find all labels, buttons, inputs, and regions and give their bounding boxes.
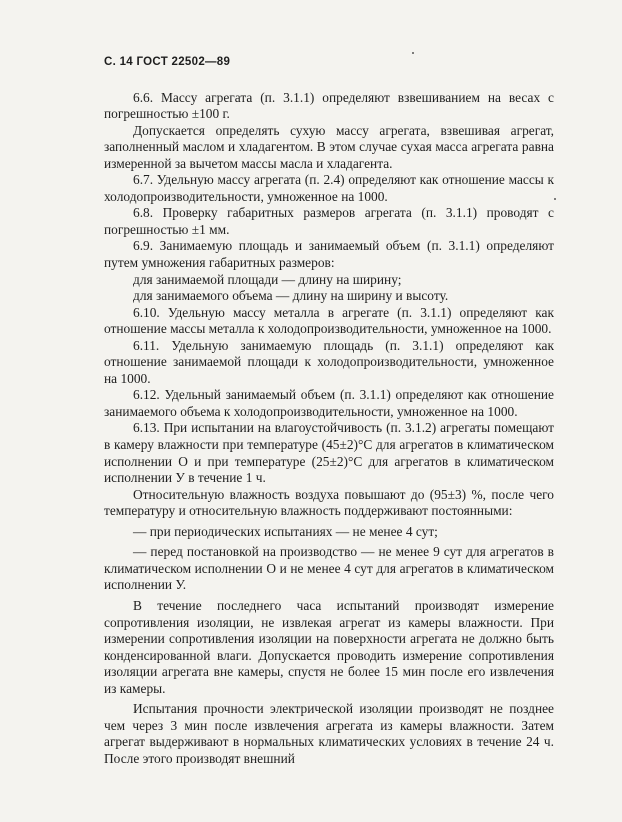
scan-speck [554, 198, 556, 200]
paragraph-6-7: 6.7. Удельную массу агрегата (п. 2.4) определяют как отношение массы к холодопроизводительности, умноженное на 1000. [104, 172, 554, 204]
list-item-production-tests: — перед постановкой на производство — не менее 9 сут для агрегатов в климатическом исполнении О и не менее 4 сут для агрегатов в климатическом исполнении У. [104, 544, 554, 593]
paragraph-insulation-strength: Испытания прочности электрической изоляции производят не позднее чем через 3 мин после извлечения агрегата из камеры влажности. Затем агрегат выдерживают в нормальных климатических условиях в течение 24 ч. После этого производят внешний [104, 701, 554, 766]
paragraph-6-6: 6.6. Массу агрегата (п. 3.1.1) определяют взвешиванием на весах с погрешностью ±100 г. [104, 89, 554, 122]
page-header: С. 14 ГОСТ 22502—89 [104, 56, 231, 68]
list-item-periodic-tests: — при периодических испытаниях — не менее 4 сут; [133, 523, 438, 539]
paragraph-6-8: 6.8. Проверку габаритных размеров агрегата (п. 3.1.1) проводят с погрешностью ±1 мм. [104, 205, 554, 237]
paragraph-6-9: 6.9. Занимаемую площадь и занимаемый объем (п. 3.1.1) определяют путем умножения габаритных размеров: [104, 238, 554, 271]
paragraph-insulation-resistance: В течение последнего часа испытаний производят измерение сопротивления изоляции, не извлекая агрегат из камеры влажности. При измерении сопротивления изоляции на поверхности агрегата не должно быть конденсированной влаги. Допускается проводить измерение сопротивления изоляции агрегата вне камеры, спустя не более 15 мин после его извлечения из камеры. [104, 597, 554, 696]
paragraph-6-10: 6.10. Удельную массу металла в агрегате (п. 3.1.1) определяют как отношение массы металла к холодопроизводительности, умноженное на 1000. [104, 304, 554, 337]
paragraph-dry-mass: Допускается определять сухую массу агрегата, взвешивая агрегат, заполненный маслом и хладагентом. В этом случае сухая масса агрегата равна измеренной за вычетом массы масла и хладагента. [104, 122, 554, 171]
scan-speck [412, 52, 414, 54]
paragraph-6-13: 6.13. При испытании на влагоустойчивость (п. 3.1.2) агрегаты помещают в камеру влажности при температуре (45±2)°С для агрегатов в климатическом исполнении О и при температуре (25±2)°С для агрегатов в климатическом исполнении У в течение 1 ч. [104, 420, 554, 486]
paragraph-6-12: 6.12. Удельный занимаемый объем (п. 3.1.1) определяют как отношение занимаемого объема к холодопроизводительности, умноженное на 1000. [104, 387, 554, 419]
paragraph-6-11: 6.11. Удельную занимаемую площадь (п. 3.1.1) определяют как отношение занимаемой площади к холодопроизводительности, умноженное на 1000. [104, 337, 554, 386]
document-page [104, 54, 554, 767]
paragraph-6-9-area: для занимаемой площади — длину на ширину; [133, 271, 402, 287]
paragraph-6-9-volume: для занимаемого объема — длину на ширину и высоту. [133, 288, 449, 304]
paragraph-humidity: Относительную влажность воздуха повышают до (95±3) %, после чего температуру и относительную влажность поддерживают постоянными: [104, 486, 554, 519]
